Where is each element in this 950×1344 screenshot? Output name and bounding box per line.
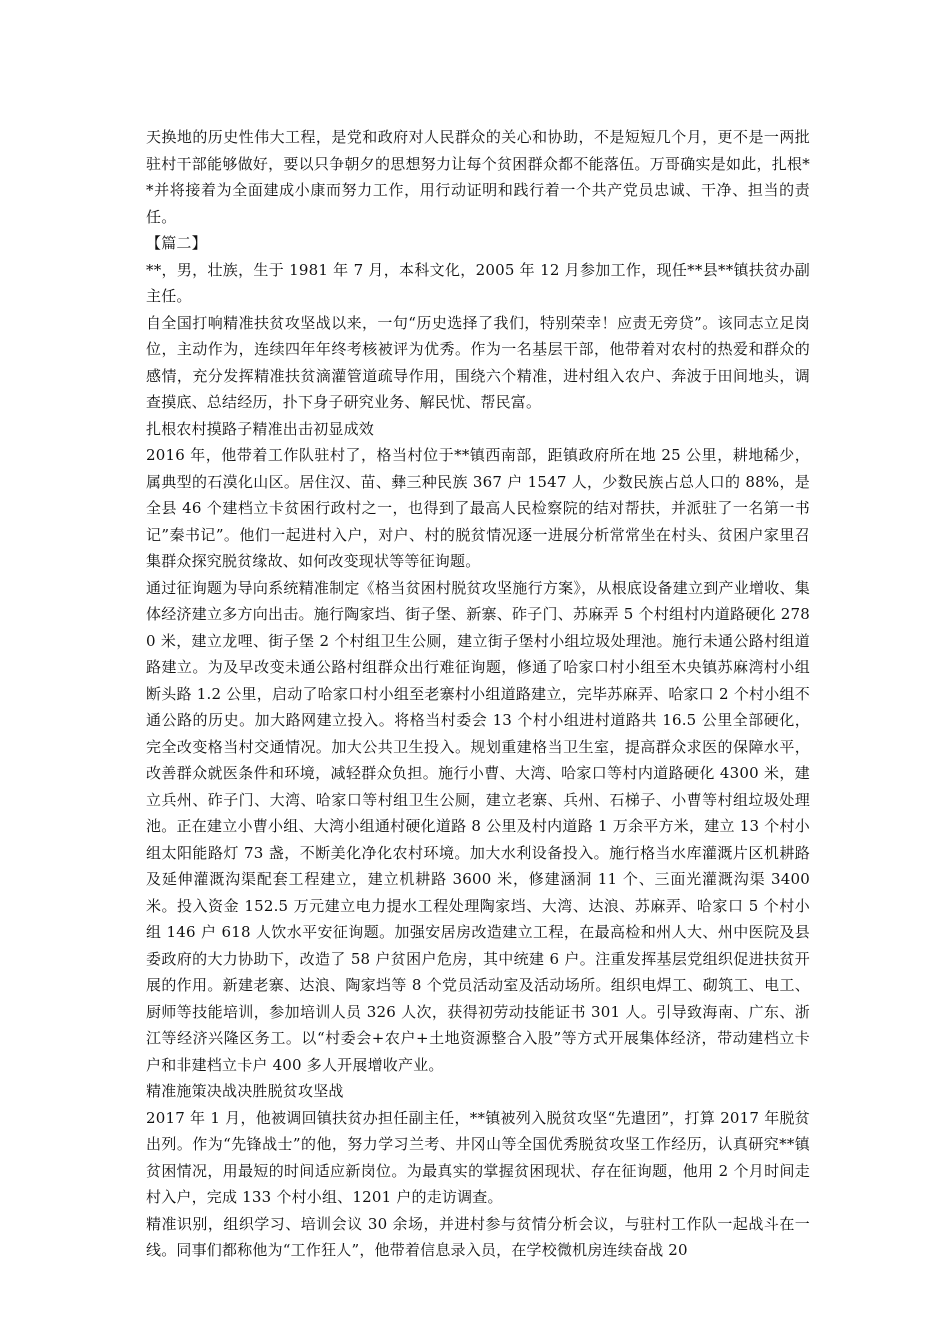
paragraph-precise-identification: 精准识别，组织学习、培训会议 30 余场，并进村参与贫情分析会议，与驻村工作队一起战斗在一线。同事们都称他为“工作狂人”，他带着信息录入员，在学校微机房连续奋战 20 bbox=[146, 1214, 810, 1259]
subheading-precise-measures: 精准施策决战决胜脱贫攻坚战 bbox=[146, 1082, 344, 1100]
document-body bbox=[146, 124, 810, 1264]
paragraph-implementation: 通过征询题为导向系统精准制定《格当贫困村脱贫攻坚施行方案》，从根底设备建立到产业增收、集体经济建立多方向出击。施行陶家垱、街子堡、新寨、砟子门、苏麻弄 5 个村组村内道路硬化 2780 米，建立龙哩、街子堡 2 个村组卫生公厕，建立街子堡村小组垃圾处理池。施行未通公路村组道路建立。为及早改变未通公路村组群众出行难征询题，修通了哈家口村小组至木央镇苏麻湾村小组断头路 1.2 公里，启动了哈家口村小组至老寨村小组道路建立，完毕苏麻弄、哈家口 2 个村小组不通公路的历史。加大路网建立投入。将格当村委会 13 个村小组进村道路共 16.5 公里全部硬化，完全改变格当村交通情况。加大公共卫生投入。规划重建格当卫生室，提高群众求医的保障水平，改善群众就医条件和环境，减轻群众负担。施行小曹、大湾、哈家口等村内道路硬化 4300 米，建立兵州、砟子门、大湾、哈家口等村组卫生公厕，建立老寨、兵州、石梯子、小曹等村组垃圾处理池。正在建立小曹小组、大湾小组通村硬化道路 8 公里及村内道路 1 万余平方米，建立 13 个村小组太阳能路灯 73 盏，不断美化净化农村环境。加大水利设备投入。施行格当水库灌溉片区机耕路及延伸灌溉沟渠配套工程建立，建立机耕路 3600 米，修建涵洞 11 个、三面光灌溉沟渠 3400 米。投入资金 152.5 万元建立电力提水工程处理陶家垱、大湾、达浪、苏麻弄、哈家口 5 个村小组 146 户 618 人饮水平安征询题。加强安居房改造建立工程，在最高检和州人大、州中医院及县委政府的大力协助下，改造了 58 户贫困户危房，其中统建 6 户。注重发挥基层党组织促进扶贫开展的作用。新建老寨、达浪、陶家垱等 8 个党员活动室及活动场所。组织电焊工、砌筑工、电工、厨师等技能培训，参加培训人员 326 人次，获得初劳动技能证书 301 人。引导致海南、广东、浙江等经济兴隆区务工。以“村委会+农户+土地资源整合入股”等方式开展集体经济，带动建档立卡户和非建档立卡户 400 多人开展增收产业。 bbox=[146, 578, 810, 1074]
subheading-rooted-in-village: 扎根农村摸路子精准出击初显成效 bbox=[146, 419, 375, 438]
paragraph-2016-village: 2016 年，他带着工作队驻村了，格当村位于**镇西南部，距镇政府所在地 25 公里，耕地稀少，属典型的石漠化山区。居住汉、苗、彝三种民族 367 户 1547 人，少数民族占总人口的 88%，是全县 46 个建档立卡贫困行政村之一，也得到了最高人民检察院的结对帮扶，并派驻了一名第一书记”秦书记”。他们一起进村入户，对户、村的脱贫情况逐一进展分析常常坐在村头、贫困户家里召集群众探究脱贫缘故、如何改变现状等等征询题。 bbox=[146, 446, 810, 570]
paragraph-intro-continuation: 天换地的历史性伟大工程，是党和政府对人民群众的关心和协助，不是短短几个月，更不是一两批驻村干部能够做好，要以只争朝夕的思想努力让每个贫困群众都不能落伍。万哥确实是如此，扎根**并将接着为全面建成小康而努力工作，用行动证明和践行着一个共产党员忠诚、干净、担当的责任。 bbox=[146, 128, 810, 226]
section-heading-part-two: 【篇二】 bbox=[146, 234, 207, 252]
paragraph-2017-office: 2017 年 1 月，他被调回镇扶贫办担任副主任，**镇被列入脱贫攻坚“先遣团”，打算 2017 年脱贫出列。作为“先锋战士”的他，努力学习兰考、井冈山等全国优秀脱贫攻坚工作经历，认真研究**镇贫困情况，用最短的时间适应新岗位。为最真实的掌握贫困现状、存在征询题，他用 2 个月时间走村入户，完成 133 个村小组、1201 户的走访调查。 bbox=[146, 1108, 810, 1206]
paragraph-overview: 自全国打响精准扶贫攻坚战以来，一句“历史选择了我们，特别荣幸！应责无旁贷”。该同志立足岗位，主动作为，连续四年年终考核被评为优秀。作为一名基层干部，他带着对农村的热爱和群众的感情，充分发挥精准扶贫滴灌管道疏导作用，围绕六个精准，进村组入农户、奔波于田间地头，调查摸底、总结经历，扑下身子研究业务、解民忧、帮民富。 bbox=[146, 313, 810, 411]
paragraph-profile: **，男，壮族，生于 1981 年 7 月，本科文化，2005 年 12 月参加工作，现任**县**镇扶贫办副主任。 bbox=[146, 260, 810, 305]
